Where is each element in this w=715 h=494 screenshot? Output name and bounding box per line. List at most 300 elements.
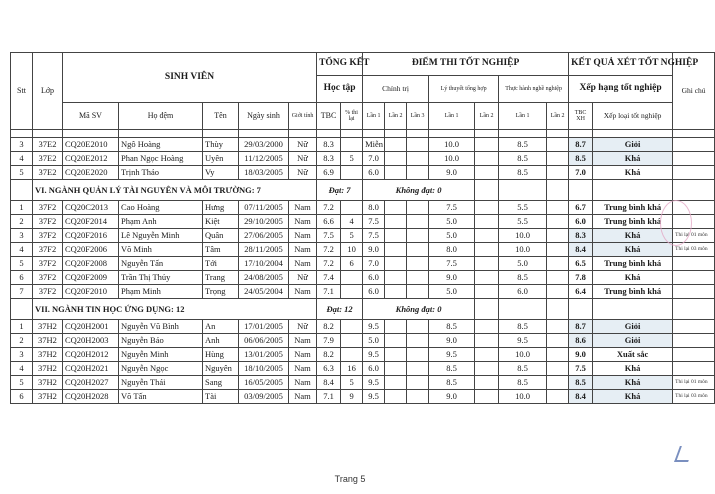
surname-cell: Nguyễn Vũ Bình xyxy=(119,320,203,334)
theory-score-2 xyxy=(475,334,499,348)
dob-header: Ngày sinh xyxy=(239,103,289,130)
tbc-cell: 8.2 xyxy=(317,320,341,334)
politics-score-3 xyxy=(407,362,429,376)
practice-score-1: 10.0 xyxy=(499,243,547,257)
politics-score-3 xyxy=(407,166,429,180)
student-id-cell: CQ20E2012 xyxy=(63,152,119,166)
theory-score-2 xyxy=(475,257,499,271)
theory-score-1: 5.0 xyxy=(429,285,475,299)
politics-attempt3: Lần 3 xyxy=(407,103,429,130)
stt-cell: 1 xyxy=(11,201,33,215)
practice-score-1: 10.0 xyxy=(499,390,547,404)
politics-score-3 xyxy=(407,152,429,166)
practice-score-2 xyxy=(547,376,569,390)
name-cell: Trọng xyxy=(203,285,239,299)
section-title: VI. NGÀNH QUẢN LÝ TÀI NGUYÊN VÀ MÔI TRƯỜNG: 7 xyxy=(33,180,317,201)
classification-cell: Giỏi xyxy=(593,334,673,348)
note-cell xyxy=(673,348,715,362)
stt-cell: 4 xyxy=(11,243,33,257)
dob-cell: 18/03/2005 xyxy=(239,166,289,180)
practice-score-2 xyxy=(547,390,569,404)
politics-attempt1: Lần 1 xyxy=(363,103,385,130)
name-header: Tên xyxy=(203,103,239,130)
politics-score-2 xyxy=(385,362,407,376)
theory-score-2 xyxy=(475,152,499,166)
tbc-xh-cell: 8.6 xyxy=(569,334,593,348)
theory-score-2 xyxy=(475,285,499,299)
student-header: SINH VIÊN xyxy=(63,53,317,103)
retake-cell: 9 xyxy=(341,390,363,404)
stamp-mark xyxy=(660,200,692,246)
classification-cell: Trung bình khá xyxy=(593,285,673,299)
name-cell: Trang xyxy=(203,271,239,285)
class-cell: 37F2 xyxy=(33,271,63,285)
dob-cell: 28/11/2005 xyxy=(239,243,289,257)
classification-cell: Trung bình khá xyxy=(593,215,673,229)
student-id-cell: CQ20H2012 xyxy=(63,348,119,362)
table-row xyxy=(11,271,715,285)
class-cell: 37H2 xyxy=(33,348,63,362)
practice-score-2 xyxy=(547,334,569,348)
table-row xyxy=(11,229,715,243)
class-cell: 37F2 xyxy=(33,201,63,215)
theory-score-1: 9.0 xyxy=(429,390,475,404)
graduation-results-table xyxy=(10,52,715,404)
student-id-cell: CQ20H2028 xyxy=(63,390,119,404)
class-cell: 37F2 xyxy=(33,229,63,243)
note-cell xyxy=(673,166,715,180)
dob-cell: 16/05/2005 xyxy=(239,376,289,390)
politics-score-1: 6.0 xyxy=(363,271,385,285)
tbc-xh-cell: 6.7 xyxy=(569,201,593,215)
summary-header: TỔNG KẾT xyxy=(317,53,363,76)
table-row xyxy=(11,152,715,166)
table-row xyxy=(11,376,715,390)
note-cell xyxy=(673,362,715,376)
theory-header: Lý thuyết tổng hợp xyxy=(429,76,499,103)
retake-cell xyxy=(341,271,363,285)
name-cell: Vy xyxy=(203,166,239,180)
dob-cell: 17/01/2005 xyxy=(239,320,289,334)
politics-score-3 xyxy=(407,257,429,271)
classification-cell: Khá xyxy=(593,390,673,404)
tbc-cell: 8.3 xyxy=(317,152,341,166)
class-cell: 37E2 xyxy=(33,152,63,166)
theory-score-2 xyxy=(475,243,499,257)
theory-score-2 xyxy=(475,201,499,215)
classification-cell: Xuất sắc xyxy=(593,348,673,362)
stt-cell: 7 xyxy=(11,285,33,299)
student-id-cell: CQ20H2027 xyxy=(63,376,119,390)
student-id-cell: CQ20H2003 xyxy=(63,334,119,348)
retake-cell xyxy=(341,138,363,152)
table-row xyxy=(11,166,715,180)
theory-score-2 xyxy=(475,348,499,362)
theory-score-1: 10.0 xyxy=(429,152,475,166)
table-row xyxy=(11,201,715,215)
retake-cell: 10 xyxy=(341,243,363,257)
practice-score-2 xyxy=(547,285,569,299)
tbc-xh-cell: 7.5 xyxy=(569,362,593,376)
note-cell xyxy=(673,320,715,334)
surname-cell: Nguyễn Tấn xyxy=(119,257,203,271)
stt-cell: 2 xyxy=(11,334,33,348)
politics-score-3 xyxy=(407,320,429,334)
gender-cell: Nữ xyxy=(289,271,317,285)
name-cell: Anh xyxy=(203,334,239,348)
dob-cell: 17/10/2004 xyxy=(239,257,289,271)
stt-cell: 3 xyxy=(11,138,33,152)
note-cell: Thi lại 03 môn xyxy=(673,243,715,257)
dob-cell: 06/06/2005 xyxy=(239,334,289,348)
politics-score-1: 7.0 xyxy=(363,257,385,271)
tbc-xh-cell: 9.0 xyxy=(569,348,593,362)
politics-score-1: 5.0 xyxy=(363,334,385,348)
politics-score-2 xyxy=(385,390,407,404)
classification-cell: Khá xyxy=(593,229,673,243)
gender-cell: Nam xyxy=(289,362,317,376)
note-cell xyxy=(673,138,715,152)
tbc-xh-header: TBC XH xyxy=(569,103,593,130)
retake-cell xyxy=(341,285,363,299)
dob-cell: 24/08/2005 xyxy=(239,271,289,285)
politics-score-2 xyxy=(385,376,407,390)
student-id-cell: CQ20F2014 xyxy=(63,215,119,229)
practice-score-2 xyxy=(547,257,569,271)
politics-score-1: 9.5 xyxy=(363,348,385,362)
tbc-xh-cell: 7.0 xyxy=(569,166,593,180)
tbc-xh-cell: 8.7 xyxy=(569,138,593,152)
retake-cell xyxy=(341,201,363,215)
practice-score-1: 5.0 xyxy=(499,257,547,271)
study-header: Học tập xyxy=(317,76,363,103)
tbc-cell: 7.4 xyxy=(317,271,341,285)
practice-score-2 xyxy=(547,243,569,257)
practice-score-1: 8.5 xyxy=(499,138,547,152)
stt-cell: 3 xyxy=(11,229,33,243)
politics-score-1: 9.5 xyxy=(363,376,385,390)
surname-cell: Võ Tấn xyxy=(119,390,203,404)
politics-score-3 xyxy=(407,376,429,390)
theory-score-1: 7.5 xyxy=(429,201,475,215)
classification-cell: Trung bình khá xyxy=(593,257,673,271)
tbc-xh-cell: 8.4 xyxy=(569,390,593,404)
surname-cell: Cao Hoàng xyxy=(119,201,203,215)
gender-cell: Nam xyxy=(289,243,317,257)
tbc-cell: 8.4 xyxy=(317,376,341,390)
practice-attempt1: Lần 1 xyxy=(499,103,547,130)
name-cell: Sang xyxy=(203,376,239,390)
theory-score-1: 7.5 xyxy=(429,257,475,271)
theory-score-1: 8.5 xyxy=(429,362,475,376)
theory-score-2 xyxy=(475,271,499,285)
class-header: Lớp xyxy=(33,53,63,130)
student-id-cell: CQ20F2016 xyxy=(63,229,119,243)
practice-attempt2: Lần 2 xyxy=(547,103,569,130)
dob-cell: 29/10/2005 xyxy=(239,215,289,229)
practice-score-1: 8.5 xyxy=(499,152,547,166)
student-id-cell: CQ20F2009 xyxy=(63,271,119,285)
dob-cell: 07/11/2005 xyxy=(239,201,289,215)
passed-count: Đạt: 7 xyxy=(317,180,363,201)
gender-cell: Nam xyxy=(289,201,317,215)
politics-score-2 xyxy=(385,201,407,215)
theory-score-2 xyxy=(475,320,499,334)
dob-cell: 27/06/2005 xyxy=(239,229,289,243)
practice-score-1: 8.5 xyxy=(499,362,547,376)
surname-cell: Nguyễn Minh xyxy=(119,348,203,362)
section-row xyxy=(11,299,715,320)
student-id-cell: CQ20E2020 xyxy=(63,166,119,180)
tbc-cell: 7.2 xyxy=(317,201,341,215)
classification-cell: Khá xyxy=(593,376,673,390)
politics-score-1: 9.5 xyxy=(363,390,385,404)
table-row xyxy=(11,215,715,229)
practice-score-1: 8.5 xyxy=(499,166,547,180)
surname-cell: Phan Ngọc Hoàng xyxy=(119,152,203,166)
student-id-cell: CQ20H2021 xyxy=(63,362,119,376)
gender-cell: Nữ xyxy=(289,320,317,334)
class-cell: 37H2 xyxy=(33,362,63,376)
politics-score-1: 7.5 xyxy=(363,215,385,229)
politics-score-3 xyxy=(407,201,429,215)
gender-cell: Nam xyxy=(289,215,317,229)
practice-score-2 xyxy=(547,362,569,376)
tbc-xh-cell: 8.5 xyxy=(569,152,593,166)
gender-cell: Nam xyxy=(289,390,317,404)
dob-cell: 29/03/2000 xyxy=(239,138,289,152)
stt-cell: 5 xyxy=(11,166,33,180)
name-cell: Nguyên xyxy=(203,362,239,376)
politics-score-1: 6.0 xyxy=(363,362,385,376)
classification-cell: Giỏi xyxy=(593,138,673,152)
politics-score-1: 7.0 xyxy=(363,152,385,166)
tbc-xh-cell: 6.4 xyxy=(569,285,593,299)
table-row xyxy=(11,390,715,404)
name-cell: Tài xyxy=(203,390,239,404)
politics-score-2 xyxy=(385,229,407,243)
name-cell: Tới xyxy=(203,257,239,271)
politics-score-2 xyxy=(385,215,407,229)
note-cell: Thi lại 01 môn xyxy=(673,376,715,390)
stt-cell: 4 xyxy=(11,152,33,166)
tbc-cell: 7.2 xyxy=(317,257,341,271)
theory-score-1: 10.0 xyxy=(429,138,475,152)
theory-score-2 xyxy=(475,376,499,390)
class-cell: 37H2 xyxy=(33,376,63,390)
class-cell: 37F2 xyxy=(33,243,63,257)
stt-cell: 1 xyxy=(11,320,33,334)
class-cell: 37H2 xyxy=(33,320,63,334)
politics-score-2 xyxy=(385,348,407,362)
retake-cell xyxy=(341,334,363,348)
note-cell xyxy=(673,285,715,299)
practice-score-2 xyxy=(547,229,569,243)
practice-header: Thực hành nghề nghiệp xyxy=(499,76,569,103)
gender-cell: Nữ xyxy=(289,166,317,180)
retake-cell xyxy=(341,320,363,334)
tbc-xh-cell: 6.5 xyxy=(569,257,593,271)
table-row xyxy=(11,257,715,271)
tbc-cell: 8.3 xyxy=(317,138,341,152)
student-id-cell: CQ20F2010 xyxy=(63,285,119,299)
note-cell xyxy=(673,334,715,348)
dob-cell: 11/12/2005 xyxy=(239,152,289,166)
classification-cell: Khá xyxy=(593,243,673,257)
classification-cell: Giỏi xyxy=(593,320,673,334)
note-cell xyxy=(673,271,715,285)
gender-cell: Nam xyxy=(289,229,317,243)
politics-score-3 xyxy=(407,229,429,243)
gender-cell: Nữ xyxy=(289,138,317,152)
theory-score-1: 5.0 xyxy=(429,229,475,243)
retake-cell: 4 xyxy=(341,215,363,229)
surname-cell: Nguyễn Ngọc xyxy=(119,362,203,376)
table-row xyxy=(11,285,715,299)
theory-score-2 xyxy=(475,215,499,229)
practice-score-2 xyxy=(547,152,569,166)
student-id-cell: CQ20H2001 xyxy=(63,320,119,334)
tbc-cell: 7.9 xyxy=(317,334,341,348)
surname-cell: Nguyễn Bảo xyxy=(119,334,203,348)
student-id-header: Mã SV xyxy=(63,103,119,130)
practice-score-2 xyxy=(547,201,569,215)
practice-score-1: 5.5 xyxy=(499,215,547,229)
gender-cell: Nam xyxy=(289,334,317,348)
table-row xyxy=(11,362,715,376)
retake-cell xyxy=(341,348,363,362)
class-cell: 37F2 xyxy=(33,285,63,299)
student-id-cell: CQ20F2006 xyxy=(63,243,119,257)
practice-score-1: 10.0 xyxy=(499,229,547,243)
tbc-xh-cell: 8.3 xyxy=(569,229,593,243)
politics-score-1: 8.0 xyxy=(363,201,385,215)
classification-cell: Khá xyxy=(593,271,673,285)
politics-score-1: 9.0 xyxy=(363,243,385,257)
gender-cell: Nam xyxy=(289,285,317,299)
tbc-xh-cell: 8.5 xyxy=(569,376,593,390)
practice-score-2 xyxy=(547,138,569,152)
table-row xyxy=(11,243,715,257)
note-cell xyxy=(673,152,715,166)
table-body xyxy=(11,138,715,404)
politics-score-1: 9.5 xyxy=(363,320,385,334)
name-cell: Hùng xyxy=(203,348,239,362)
practice-score-1: 9.5 xyxy=(499,334,547,348)
gender-cell: Nam xyxy=(289,348,317,362)
student-id-cell: CQ20E2010 xyxy=(63,138,119,152)
name-cell: An xyxy=(203,320,239,334)
exam-header: ĐIỂM THI TỐT NGHIỆP xyxy=(363,53,569,76)
stt-cell: 6 xyxy=(11,390,33,404)
theory-score-1: 9.0 xyxy=(429,166,475,180)
stt-cell: 5 xyxy=(11,376,33,390)
theory-score-1: 8.5 xyxy=(429,320,475,334)
classification-cell: Khá xyxy=(593,152,673,166)
theory-score-1: 9.5 xyxy=(429,348,475,362)
politics-score-3 xyxy=(407,348,429,362)
class-cell: 37H2 xyxy=(33,334,63,348)
theory-score-2 xyxy=(475,390,499,404)
surname-cell: Trần Thị Thủy xyxy=(119,271,203,285)
practice-score-2 xyxy=(547,215,569,229)
theory-score-2 xyxy=(475,229,499,243)
surname-cell: Lê Nguyễn Minh xyxy=(119,229,203,243)
name-cell: Quân xyxy=(203,229,239,243)
practice-score-2 xyxy=(547,348,569,362)
name-cell: Thùy xyxy=(203,138,239,152)
table-row xyxy=(11,348,715,362)
retake-header: % thi lại xyxy=(341,103,363,130)
politics-score-3 xyxy=(407,285,429,299)
name-cell: Kiệt xyxy=(203,215,239,229)
theory-score-1: 8.0 xyxy=(429,243,475,257)
failed-count: Không đạt: 0 xyxy=(363,180,475,201)
politics-score-3 xyxy=(407,215,429,229)
class-cell: 37E2 xyxy=(33,166,63,180)
section-row xyxy=(11,180,715,201)
retake-cell: 5 xyxy=(341,152,363,166)
retake-cell: 5 xyxy=(341,229,363,243)
note-header: Ghi chú xyxy=(673,53,715,130)
student-id-cell: CQ20C2013 xyxy=(63,201,119,215)
surname-cell: Nguyễn Thái xyxy=(119,376,203,390)
tbc-cell: 8.2 xyxy=(317,348,341,362)
gender-cell: Nam xyxy=(289,257,317,271)
politics-score-3 xyxy=(407,243,429,257)
student-id-cell: CQ20F2008 xyxy=(63,257,119,271)
ranking-header: Xếp hạng tốt nghiệp xyxy=(569,76,673,103)
theory-score-1: 9.0 xyxy=(429,271,475,285)
table-row xyxy=(11,334,715,348)
classification-header: Xếp loại tốt nghiệp xyxy=(593,103,673,130)
class-cell: 37F2 xyxy=(33,215,63,229)
table-row xyxy=(11,138,715,152)
classification-cell: Khá xyxy=(593,166,673,180)
name-cell: Tâm xyxy=(203,243,239,257)
tbc-cell: 7.1 xyxy=(317,285,341,299)
politics-header: Chính trị xyxy=(363,76,429,103)
table-row xyxy=(11,320,715,334)
dob-cell: 03/09/2005 xyxy=(239,390,289,404)
practice-score-1: 8.5 xyxy=(499,271,547,285)
tbc-header: TBC xyxy=(317,103,341,130)
gender-cell: Nữ xyxy=(289,152,317,166)
theory-score-2 xyxy=(475,166,499,180)
theory-attempt1: Lần 1 xyxy=(429,103,475,130)
practice-score-1: 8.5 xyxy=(499,376,547,390)
theory-attempt2: Lần 2 xyxy=(475,103,499,130)
politics-score-3 xyxy=(407,334,429,348)
classification-cell: Trung bình khá xyxy=(593,201,673,215)
politics-score-1: 6.0 xyxy=(363,285,385,299)
surname-cell: Trịnh Thảo xyxy=(119,166,203,180)
practice-score-2 xyxy=(547,271,569,285)
practice-score-1: 10.0 xyxy=(499,348,547,362)
politics-score-2 xyxy=(385,152,407,166)
tbc-cell: 6.6 xyxy=(317,215,341,229)
tbc-xh-cell: 8.4 xyxy=(569,243,593,257)
stt-cell: 6 xyxy=(11,271,33,285)
politics-score-2 xyxy=(385,271,407,285)
retake-cell: 16 xyxy=(341,362,363,376)
tbc-cell: 7.5 xyxy=(317,229,341,243)
tbc-cell: 6.9 xyxy=(317,166,341,180)
class-cell: 37F2 xyxy=(33,257,63,271)
theory-score-2 xyxy=(475,362,499,376)
stt-cell: 4 xyxy=(11,362,33,376)
gender-header: Giới tính xyxy=(289,103,317,130)
